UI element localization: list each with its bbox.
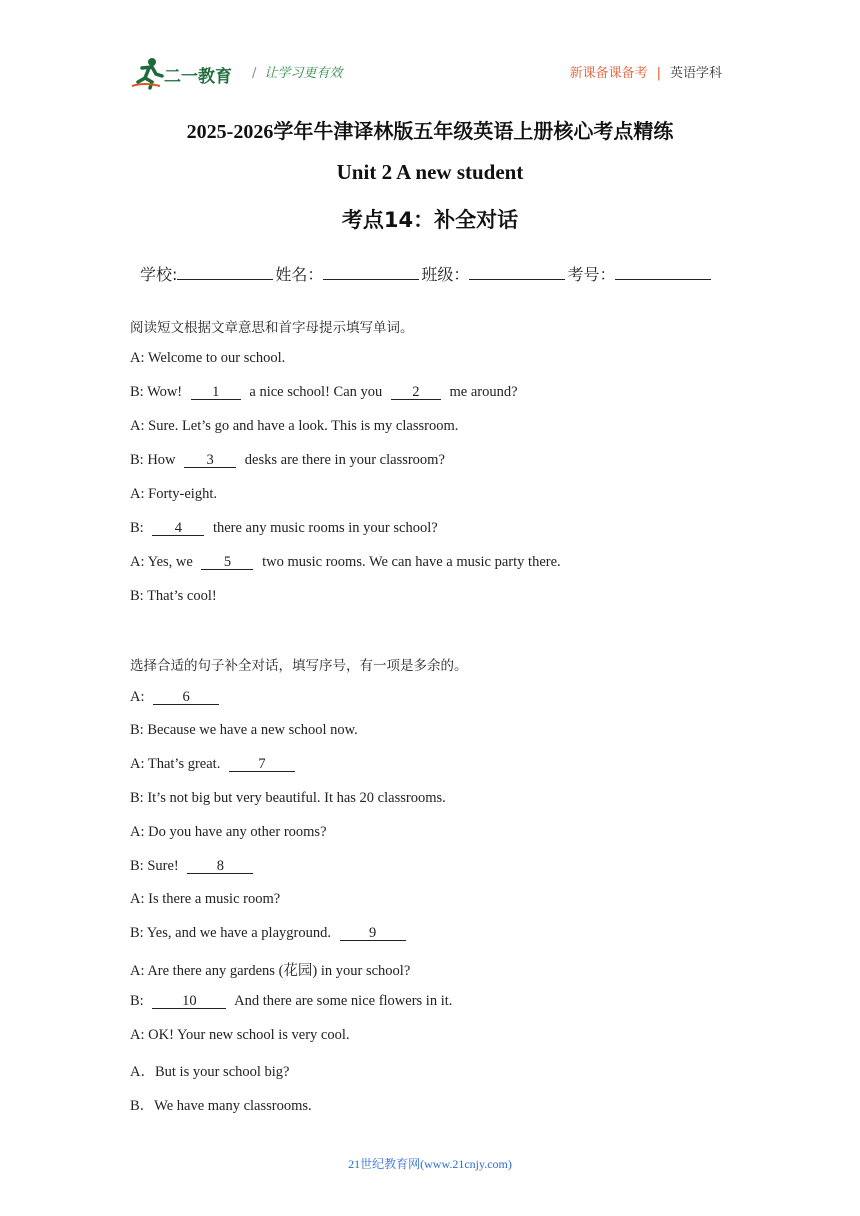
class-label: 班级： <box>421 265 470 284</box>
runner-logo-icon <box>130 56 166 90</box>
line-text: a nice school! Can you <box>249 384 383 400</box>
line-text: B: <box>130 520 144 536</box>
line-text: A: Are there any gardens (花园) in your school? <box>130 963 411 979</box>
name-label: 姓名： <box>275 265 324 284</box>
slogan-text: 让学习更有效 <box>264 66 343 81</box>
dialogue-line <box>130 959 410 980</box>
line-text: B: Wow! <box>130 384 183 400</box>
logo-text: 二一教育 <box>164 67 232 87</box>
line-text: A: <box>130 689 145 705</box>
answer-blank[interactable]: 4 <box>152 521 204 536</box>
line-text: B: <box>130 993 144 1009</box>
answer-blank[interactable]: 3 <box>184 453 236 468</box>
number-blank[interactable] <box>615 264 711 280</box>
dialogue-line <box>130 384 518 401</box>
dialogue-line <box>130 993 452 1010</box>
name-blank[interactable] <box>323 264 419 280</box>
school-blank[interactable] <box>177 264 273 280</box>
page-header <box>0 0 860 100</box>
school-label: 学校: <box>140 265 178 284</box>
document-title: 2025-2026学年牛津译林版五年级英语上册核心考点精练 <box>186 121 674 143</box>
unit-title: Unit 2 A new student <box>336 160 524 184</box>
dialogue-line <box>130 554 561 571</box>
dialogue-line <box>130 824 327 841</box>
dialogue-line <box>130 689 224 706</box>
line-text: A: Welcome to our school. <box>130 350 286 366</box>
dialogue-line <box>130 790 446 807</box>
line-text: me around? <box>449 384 518 400</box>
header-tag-course: 新课备课备考 <box>569 66 648 81</box>
header-slogan <box>252 62 342 81</box>
line-text: A: OK! Your new school is very cool. <box>130 1027 350 1043</box>
answer-blank[interactable]: 7 <box>229 757 295 772</box>
answer-blank[interactable]: 10 <box>152 994 226 1009</box>
line-text: A: Sure. Let’s go and have a look. This is my classroom. <box>130 418 459 434</box>
line-text: B: Sure! <box>130 858 179 874</box>
topic-title: 考点14：补全对话 <box>341 208 519 232</box>
answer-blank[interactable]: 8 <box>187 859 253 874</box>
line-text: And there are some nice flowers in it. <box>234 993 453 1009</box>
answer-blank[interactable]: 5 <box>201 555 253 570</box>
line-text: A: Yes, we <box>130 554 193 570</box>
dialogue-line <box>130 418 458 435</box>
answer-blank[interactable]: 2 <box>391 385 441 400</box>
dialogue-line <box>130 858 258 875</box>
student-info-row <box>140 262 713 285</box>
dialogue-line <box>130 350 285 367</box>
dialogue-line <box>130 891 280 908</box>
line-text: two music rooms. We can have a music party there. <box>262 554 561 570</box>
dialogue-line <box>130 756 300 773</box>
section2-instruction: 选择合适的句子补全对话，填写序号，有一项是多余的。 <box>130 658 468 674</box>
line-text: A: Forty-eight. <box>130 486 217 502</box>
line-text: B: How <box>130 452 176 468</box>
header-tag-subject: 英语学科 <box>669 66 722 81</box>
dialogue-line <box>130 452 445 469</box>
answer-blank[interactable]: 6 <box>153 690 219 705</box>
dialogue-line <box>130 722 358 739</box>
dialogue-line <box>130 486 217 503</box>
dialogue-line <box>130 520 438 537</box>
line-text: A: Do you have any other rooms? <box>130 824 327 840</box>
line-text: B: That’s cool! <box>130 588 217 604</box>
dialogue-line <box>130 925 411 942</box>
number-label: 考号： <box>567 265 616 284</box>
header-tags <box>570 62 722 81</box>
line-text: A: Is there a music room? <box>130 891 281 907</box>
option-text: A．But is your school big? <box>130 1064 290 1080</box>
slash-divider: / <box>252 66 257 81</box>
line-text: B: Because we have a new school now. <box>130 722 358 738</box>
footer-link[interactable]: 21世纪教育网(www.21cnjy.com) <box>348 1157 512 1171</box>
dialogue-line <box>130 1027 350 1044</box>
answer-blank[interactable]: 9 <box>340 926 406 941</box>
line-text: there any music rooms in your school? <box>212 520 438 536</box>
option-text: B．We have many classrooms. <box>130 1098 312 1114</box>
line-text: B: Yes, and we have a playground. <box>130 925 331 941</box>
line-text: A: That’s great. <box>130 756 221 772</box>
option-line <box>130 1094 312 1115</box>
dialogue-line <box>130 588 217 605</box>
line-text: desks are there in your classroom? <box>244 452 445 468</box>
header-divider: | <box>656 66 661 81</box>
class-blank[interactable] <box>469 264 565 280</box>
answer-blank[interactable]: 1 <box>191 385 241 400</box>
line-text: B: It’s not big but very beautiful. It has 20 classrooms. <box>130 790 446 806</box>
section1-instruction: 阅读短文根据文章意思和首字母提示填写单词。 <box>130 320 414 336</box>
logo <box>130 56 242 90</box>
option-line <box>130 1060 290 1081</box>
